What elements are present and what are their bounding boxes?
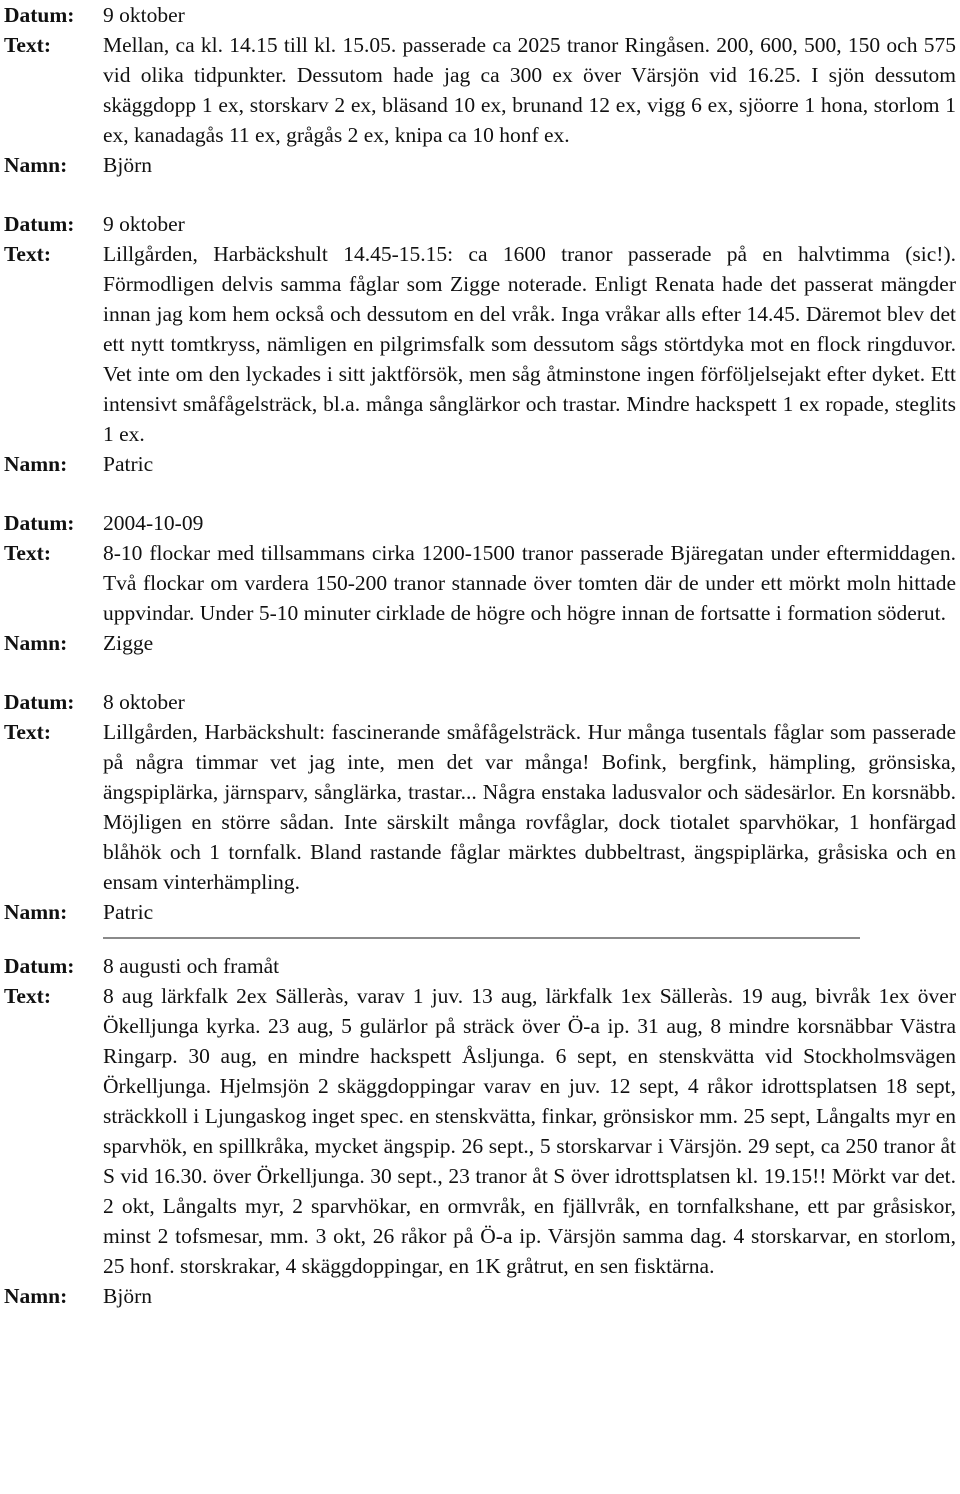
namn-value: Zigge (103, 631, 154, 655)
namn-label: Namn: (4, 1284, 68, 1308)
text-label: Text: (4, 984, 51, 1008)
namn-value: Björn (103, 1284, 152, 1308)
text-label: Text: (4, 242, 51, 266)
text-value: Mellan, ca kl. 14.15 till kl. 15.05. passerade ca 2025 tranor Ringåsen. 200, 600, 500, 150 och 575 vid olika tidpunkter. Dessutom hade jag ca 300 ex över Värsjön vid 16.25. I sjön dessutom skäggdopp 1 ex, storskarv 2 ex, bläsand 10 ex, brunand 12 ex, vigg 6 ex, sjöorre 1 hona, storlom 1 ex, kanadagås 11 ex, grågås 2 ex, knipa ca 10 honf ex. (103, 33, 956, 147)
namn-value: Björn (103, 153, 152, 177)
datum-value: 9 oktober (103, 3, 185, 27)
entry (4, 687, 956, 927)
namn-value: Patric (103, 900, 154, 924)
text-label: Text: (4, 33, 51, 57)
text-label: Text: (4, 541, 51, 565)
entry (4, 951, 956, 1311)
text-value: Lillgården, Harbäckshult 14.45-15.15: ca 1600 tranor passerade på en halvtimma (sic!). Förmodligen delvis samma fåglar som Zigge noterade. Enligt Renata hade det passerat mängder innan jag kom hem också och dessutom en del vråk. Inga vråkar alls efter 14.45. Däremot blev det ett nytt tomtkryss, nämligen en pilgrimsfalk som dessutom sågs störtdyka mot en flock ringduvor. Vet inte om den lyckades i sitt jaktförsök, men såg åtminstone ingen förföljelsejakt efter dyket. Ett intensivt småfågelsträck, bl.a. många sånglärkor och trastar. Mindre hackspett 1 ex ropade, steglits 1 ex. (103, 242, 956, 446)
text-value: Lillgården, Harbäckshult: fascinerande småfågelsträck. Hur många tusentals fåglar som passerade på några timmar vet jag inte, men det var många! Bofink, bergfink, hämpling, grönsiska, ängspiplärka, järnsparv, sånglärka, trastar... Några enstaka ladusvalor och sädesärlor. En korsnäbb. Möjligen en större sådan. Inte särskilt många rovfåglar, dock tiotalet sparvhökar, 1 honfärgad blåhök och 1 tornfalk. Bland rastande fåglar märktes dubbeltrast, ängspiplärka, gråsiska och en ensam vinterhämpling. (103, 720, 956, 894)
datum-value: 9 oktober (103, 212, 185, 236)
namn-label: Namn: (4, 900, 68, 924)
section-divider (103, 937, 860, 939)
datum-value: 8 oktober (103, 690, 185, 714)
entry (4, 209, 956, 479)
datum-value: 2004-10-09 (103, 511, 204, 535)
text-label: Text: (4, 720, 51, 744)
entry (4, 508, 956, 658)
datum-value: 8 augusti och framåt (103, 954, 280, 978)
text-value: 8 aug lärkfalk 2ex Sälleràs, varav 1 juv. 13 aug, lärkfalk 1ex Sälleràs. 19 aug, bivråk 1ex över Ökelljunga kyrka. 23 aug, 5 gulärlor på sträck över Ö-a ip. 31 aug, 8 mindre korsnäbbar Västra Ringarp. 30 aug, en mindre hackspett Åsljunga. 6 sept, en stenskvätta vid Stockholmsvägen Örkelljunga. Hjelmsjön 2 skäggdoppingar varav en juv. 12 sept, 4 råkor idrottsplatsen 18 sept, sträckkoll i Ljungaskog inget spec. en stenskvätta, finkar, grönsiskor mm. 25 sept, Långalts myr en sparvhök, en spillkråka, mycket ängspip. 26 sept., 5 storskarvar i Värsjön. 29 sept, ca 250 tranor åt S vid 16.30. över Örkelljunga. 30 sept., 23 tranor åt S över idrottsplatsen kl. 19.15!! Mörkt var det. 2 okt, Långalts myr, 2 sparvhökar, en ormvråk, en fjällvråk, en tornfalkshane, ett par gråsiskor, minst 2 tofsmesar, mm. 3 okt, 26 råkor på Ö-a ip. Värsjön samma dag. 4 storskarvar, en storlom, 25 honf. storskrakar, 4 skäggdoppingar, en 1K gråtrut, en sen fisktärna. (103, 984, 956, 1278)
namn-label: Namn: (4, 452, 68, 476)
namn-label: Namn: (4, 631, 68, 655)
datum-label: Datum: (4, 3, 75, 27)
text-value: 8-10 flockar med tillsammans cirka 1200-1500 tranor passerade Bjäregatan under eftermiddagen. Två flockar om vardera 150-200 tranor stannade över tomten där de under ett mörkt moln hittade uppvindar. Under 5-10 minuter cirklade de högre och högre innan de fortsatte i formation söderut. (103, 541, 956, 625)
datum-label: Datum: (4, 954, 75, 978)
entry (4, 0, 956, 180)
datum-label: Datum: (4, 690, 75, 714)
datum-label: Datum: (4, 212, 75, 236)
datum-label: Datum: (4, 511, 75, 535)
namn-label: Namn: (4, 153, 68, 177)
namn-value: Patric (103, 452, 154, 476)
